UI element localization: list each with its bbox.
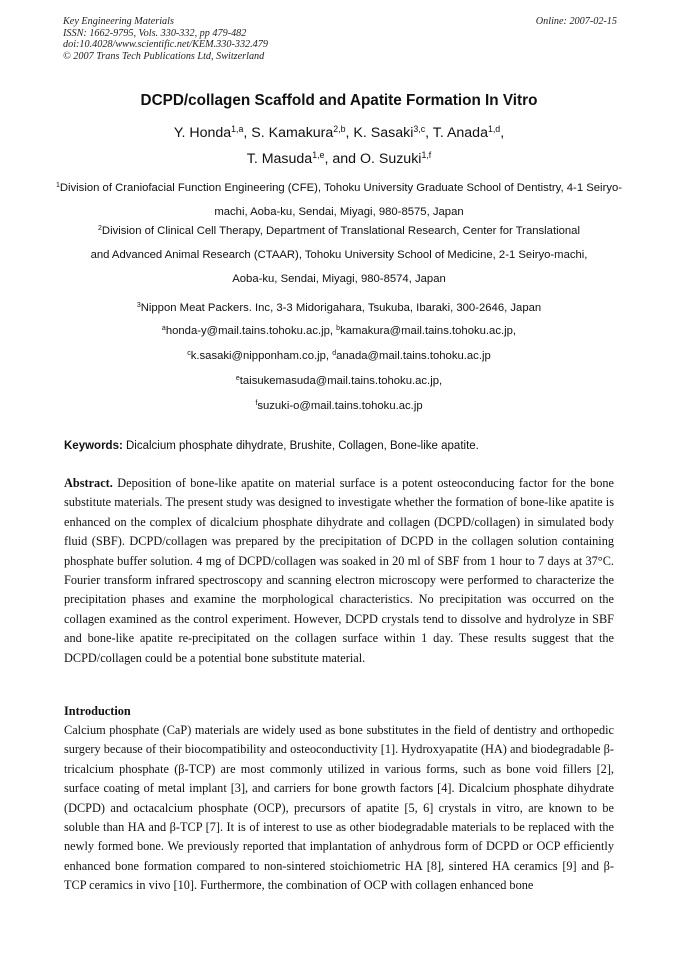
author-sup: 1,d [487,124,501,135]
author-sep: , [425,125,433,141]
author-sup: 2,b [333,124,346,135]
email-line-4 [0,400,678,412]
email-line-3 [0,375,678,387]
abstract-text: Deposition of bone-like apatite on material surface is a potent osteoconducing factor for the bone substitute materials. The present study was designed to investigate whether the formation of bone-like apatite is enhanced on the complex of dicalcium phosphate dihydrate and collagen (DCPD/collagen) in simulated body fluid (SBF). DCPD/collagen was prepared by the precipitation of DCPD in the collagen solution containing phosphate buffer solution. 4 mg of DCPD/collagen was soaked in 20 ml of SBF from 1 hour to 7 days at 37°C. Fourier transform infrared spectroscopy and scanning electron microscopy were performed to characterize the precipitation phases and examine the morphological characteristics. No precipitation was occurred on the collagen examined as the control experiment. However, DCPD crystals tend to dissolve and hydrolyze in SBF and bone-like apatite re-precipitated on the collagen surface within 1 day. These results suggest that the DCPD/collagen could be a potential bone substitute material. [64,476,614,665]
journal-doi: doi:10.4028/www.scientific.net/KEM.330-332.479 [63,39,268,51]
author-sup: 1,f [421,150,432,161]
email-address: taisukemasuda@mail.tains.tohoku.ac.jp, [239,375,443,387]
journal-name: Key Engineering Materials [63,16,174,27]
email-sup: a [161,325,166,333]
journal-header [63,16,617,62]
email-address: kamakura@mail.tains.tohoku.ac.jp, [340,325,517,337]
affiliation-sup: 1 [55,182,60,190]
author-sup: 1,e [312,150,325,161]
affiliation-text: Division of Craniofacial Function Engineering (CFE), Tohoku University Graduate School of Dentistry, 4-1 Seiryo-machi, Aoba-ku, Sendai, Miyagi, 980-8575, Japan [59,182,623,219]
online-date: Online: 2007-02-15 [535,16,617,27]
author-sep: , [500,125,505,141]
email-address: honda-y@mail.tains.tohoku.ac.jp, [165,325,337,337]
affiliation-text: Division of Clinical Cell Therapy, Department of Translational Research, Center for Translational and Advanced Animal Research (CTAAR), Tohoku University School of Medicine, 2-1 Seiryo-machi, Aoba-ku, Sendai, Miyagi, 980-8574, Japan [90,225,588,286]
affiliation-1 [40,176,638,224]
author-name: T. Anada [432,125,488,141]
abstract [64,474,614,668]
affiliation-sup: 3 [136,302,141,310]
affiliation-sup: 2 [98,225,102,233]
email-sup: b [336,325,341,333]
email-sup: c [187,350,191,358]
email-line-1 [0,325,678,337]
email-sup: d [332,350,337,358]
keywords [64,440,624,452]
email-sup: f [255,400,258,408]
author-sup: 1,a [231,124,244,135]
email-line-2 [0,350,678,362]
author-name: K. Sasaki [353,125,414,141]
author-sep: , [243,125,252,141]
affiliation-text: Nippon Meat Packers. Inc, 3-3 Midorigahara, Tsukuba, Ibaraki, 300-2646, Japan [140,302,542,314]
introduction-heading: Introduction [64,704,131,718]
author-sup: 3,c [413,124,426,135]
author-line-2 [0,151,678,167]
author-name: S. Kamakura [251,125,334,141]
journal-copyright: © 2007 Trans Tech Publications Ltd, Switzerland [63,50,265,62]
affiliation-2 [90,219,588,292]
author-sep: , [345,125,354,141]
journal-issn: ISSN: 1662-9795, Vols. 330-332, pp 479-482 [63,27,247,39]
email-address: suzuki-o@mail.tains.tohoku.ac.jp [257,400,423,412]
abstract-label: Abstract. [64,476,113,490]
paper-title: DCPD/collagen Scaffold and Apatite Formation In Vitro [140,92,538,109]
email-address: anada@mail.tains.tohoku.ac.jp [336,350,491,362]
affiliation-3 [40,296,638,320]
keywords-text: Dicalcium phosphate dihydrate, Brushite, Collagen, Bone-like apatite. [122,440,479,452]
email-address: k.sasaki@nipponham.co.jp, [190,350,333,362]
author-name: O. Suzuki [359,151,422,167]
author-name: Y. Honda [173,125,232,141]
author-sep: , and [324,151,360,167]
keywords-label: Keywords: [64,440,123,452]
author-name: T. Masuda [246,151,313,167]
email-sup: e [235,375,240,383]
author-line-1 [0,125,678,141]
introduction-text: Calcium phosphate (CaP) materials are widely used as bone substitutes in the field of dentistry and orthopedic surgery because of their biocompatibility and osteoconductivity [1]. Hydroxyapatite (HA) and biodegradable β-tricalcium phosphate (β-TCP) are most commonly utilized in various forms, such as bone void fillers [2], surface coating of metal implant [3], and carriers for bone growth factors [4]. Dicalcium phosphate dihydrate (DCPD) and octacalcium phosphate (OCP), precursors of apatite [5, 6] crystals in vitro, are known to be soluble than HA and β-TCP [7]. It is of interest to use as other biodegradable materials to be replaced with the newly formed bone. We previously reported that implantation of anhydrous form of DCPD or OCP efficiently enhanced bone formation compared to non-sintered stoichiometric HA [8], sintered HA ceramics [9] and β-TCP ceramics in vivo [10]. Furthermore, the combination of OCP with collagen enhanced bone [64,723,614,893]
